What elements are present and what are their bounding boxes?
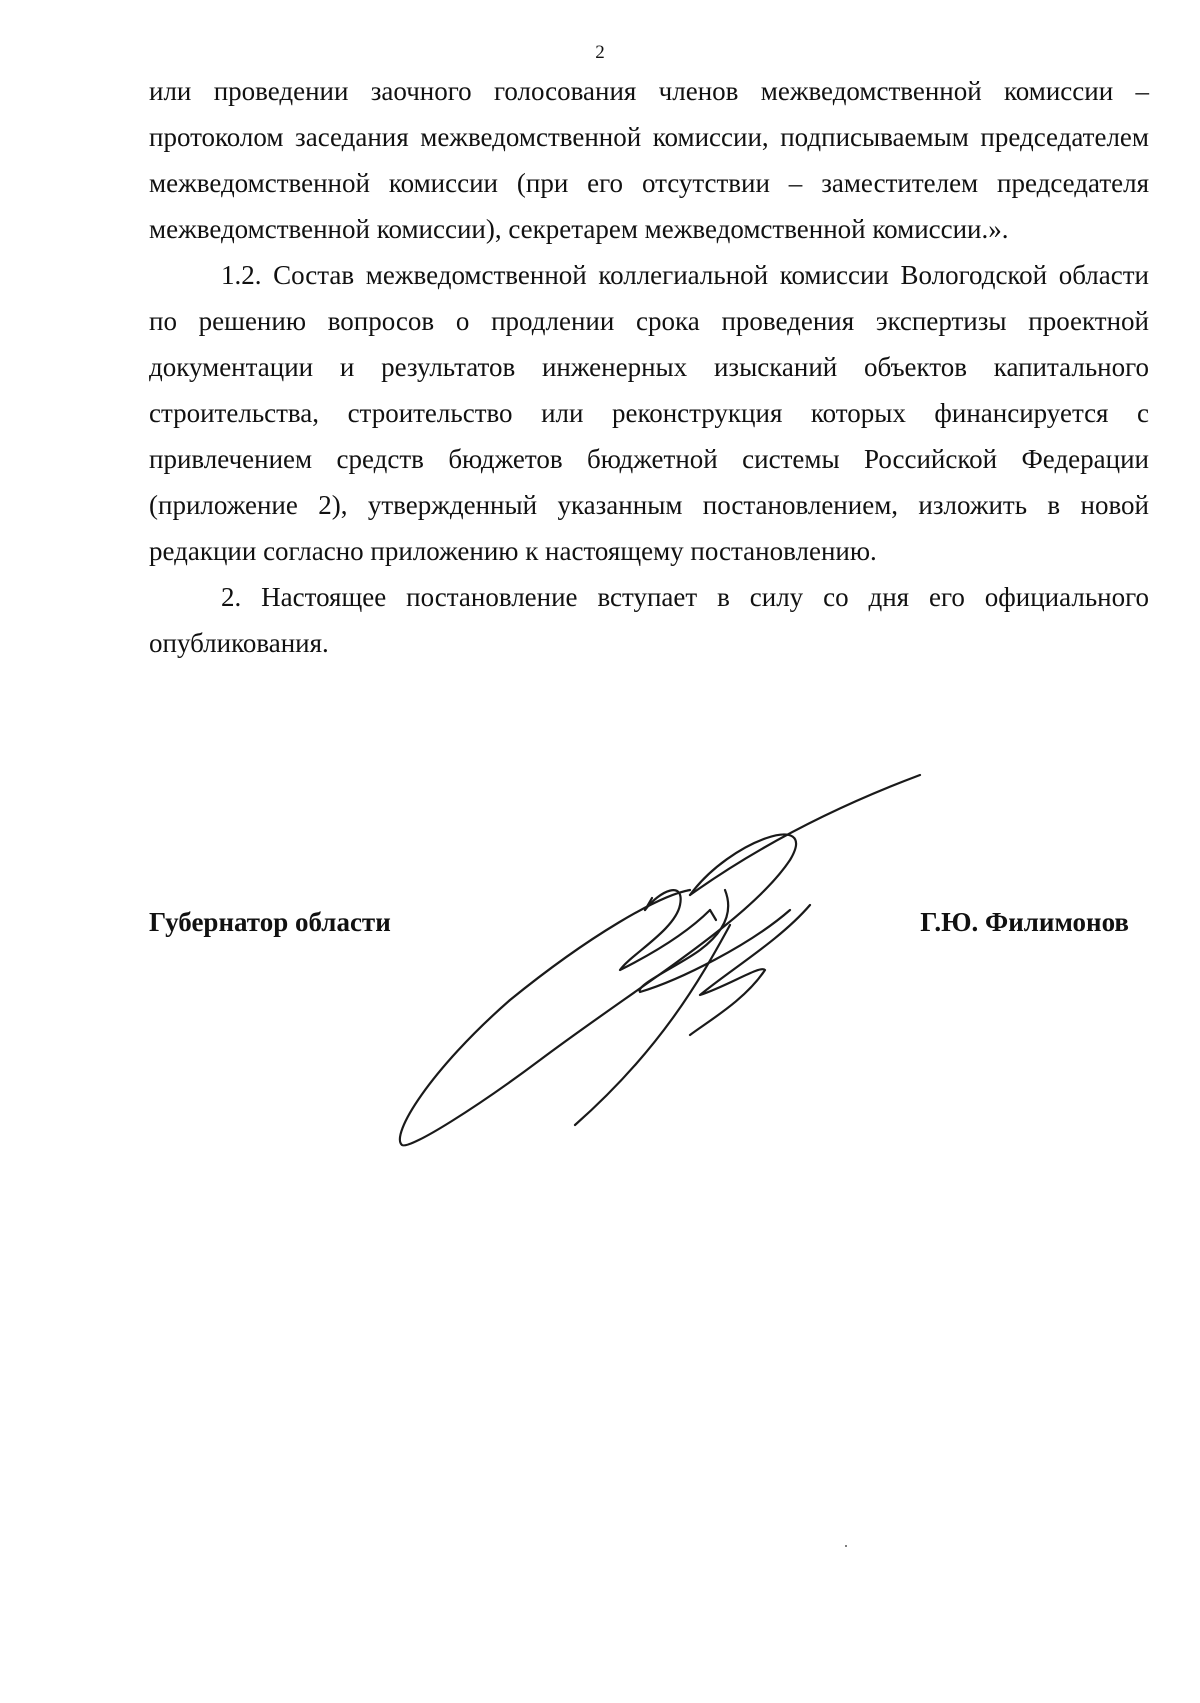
document-body	[149, 68, 1149, 666]
signer-position: Губернатор области	[149, 907, 391, 937]
paragraph-continuation: или проведении заочного голосования членов межведомственной комиссии – протоколом заседания межведомственной комиссии, подписываемым председателем межведомственной комиссии (при его отсутствии – заместителем председателя межведомственной комиссии), секретарем межведомственной комиссии.».	[149, 76, 1149, 244]
page-number: 2	[595, 42, 605, 63]
paragraph-item-2: 2. Настоящее постановление вступает в силу со дня его официального опубликования.	[149, 582, 1149, 658]
signer-name: Г.Ю. Филимонов	[920, 907, 1129, 937]
handwritten-signature	[390, 770, 950, 1170]
scan-speck	[845, 1545, 847, 1547]
paragraph-item-1-2: 1.2. Состав межведомственной коллегиальной комиссии Вологодской области по решению вопросов о продлении срока проведения экспертизы проектной документации и результатов инженерных изысканий объектов капитального строительства, строительство или реконструкция которых финансируется с привлечением средств бюджетов бюджетной системы Российской Федерации (приложение 2), утвержденный указанным постановлением, изложить в новой редакции согласно приложению к настоящему постановлению.	[149, 260, 1149, 566]
